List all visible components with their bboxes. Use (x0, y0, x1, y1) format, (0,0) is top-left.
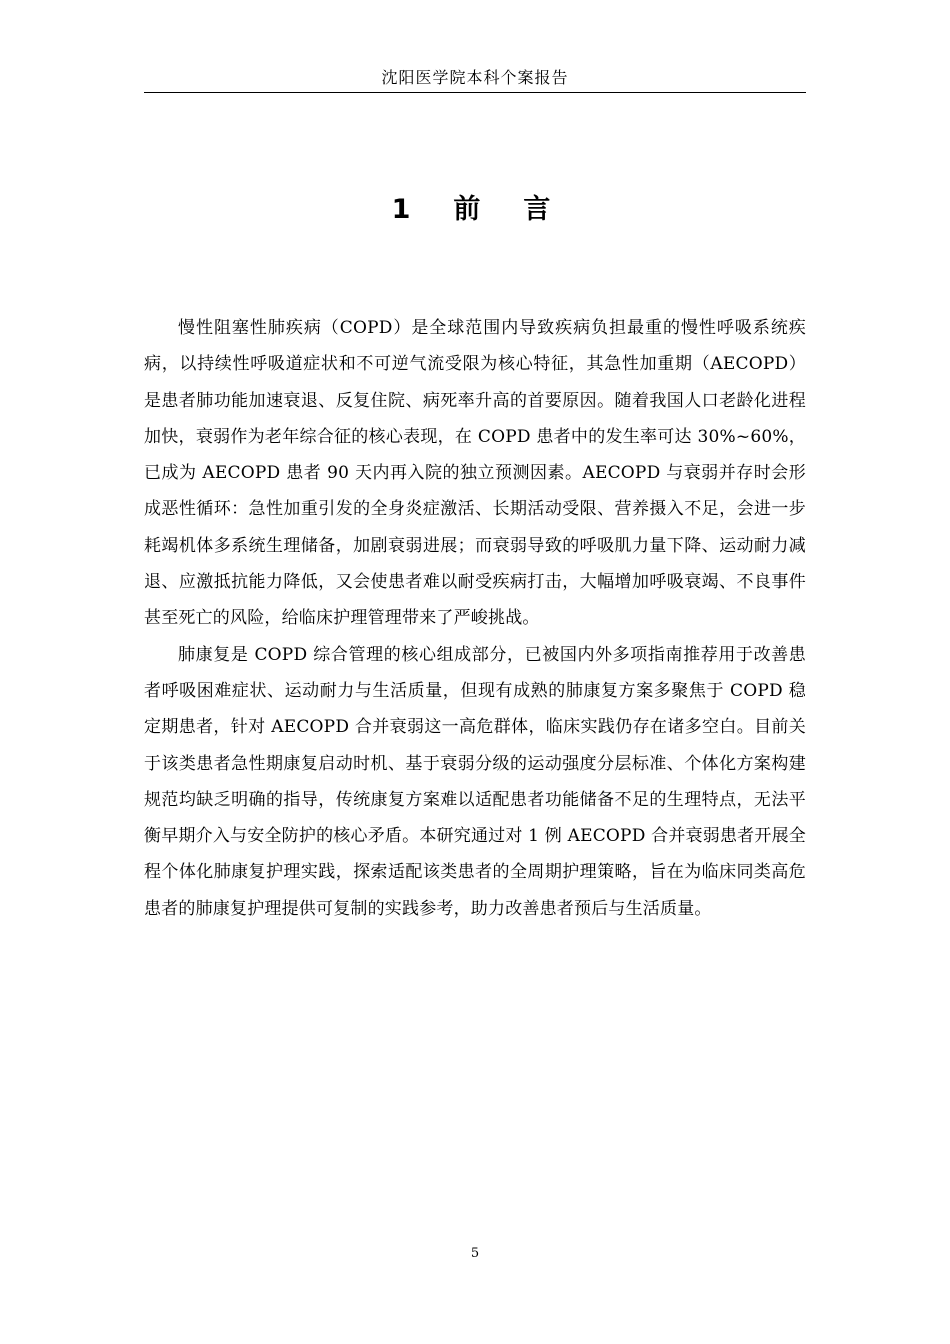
running-header: 沈阳医学院本科个案报告 (144, 66, 806, 93)
body-text (144, 310, 806, 927)
page-number: 5 (470, 1246, 480, 1261)
paragraph: 慢性阻塞性肺疾病（COPD）是全球范围内导致疾病负担最重的慢性呼吸系统疾病，以持续性呼吸道症状和不可逆气流受限为核心特征，其急性加重期（AECOPD）是患者肺功能加速衰退、反复住院、病死率升高的首要原因。随着我国人口老龄化进程加快，衰弱作为老年综合征的核心表现，在 COPD 患者中的发生率可达 30%~60%，已成为 AECOPD 患者 90 天内再入院的独立预测因素。AECOPD 与衰弱并存时会形成恶性循环：急性加重引发的全身炎症激活、长期活动受限、营养摄入不足，会进一步耗竭机体多系统生理储备，加剧衰弱进展；而衰弱导致的呼吸肌力量下降、运动耐力减退、应激抵抗能力降低，又会使患者难以耐受疾病打击，大幅增加呼吸衰竭、不良事件甚至死亡的风险，给临床护理管理带来了严峻挑战。 (144, 318, 806, 629)
paragraph: 肺康复是 COPD 综合管理的核心组成部分，已被国内外多项指南推荐用于改善患者呼吸困难症状、运动耐力与生活质量，但现有成熟的肺康复方案多聚焦于 COPD 稳定期患者，针对 AECOPD 合并衰弱这一高危群体，临床实践仍存在诸多空白。目前关于该类患者急性期康复启动时机、基于衰弱分级的运动强度分层标准、个体化方案构建规范均缺乏明确的指导，传统康复方案难以适配患者功能储备不足的生理特点，无法平衡早期介入与安全防护的核心矛盾。本研究通过对 1 例 AECOPD 合并衰弱患者开展全程个体化肺康复护理实践，探索适配该类患者的全周期护理策略，旨在为临床同类高危患者的肺康复护理提供可复制的实践参考，助力改善患者预后与生活质量。 (144, 644, 806, 919)
chapter-title: 1 前 言 (391, 194, 559, 225)
